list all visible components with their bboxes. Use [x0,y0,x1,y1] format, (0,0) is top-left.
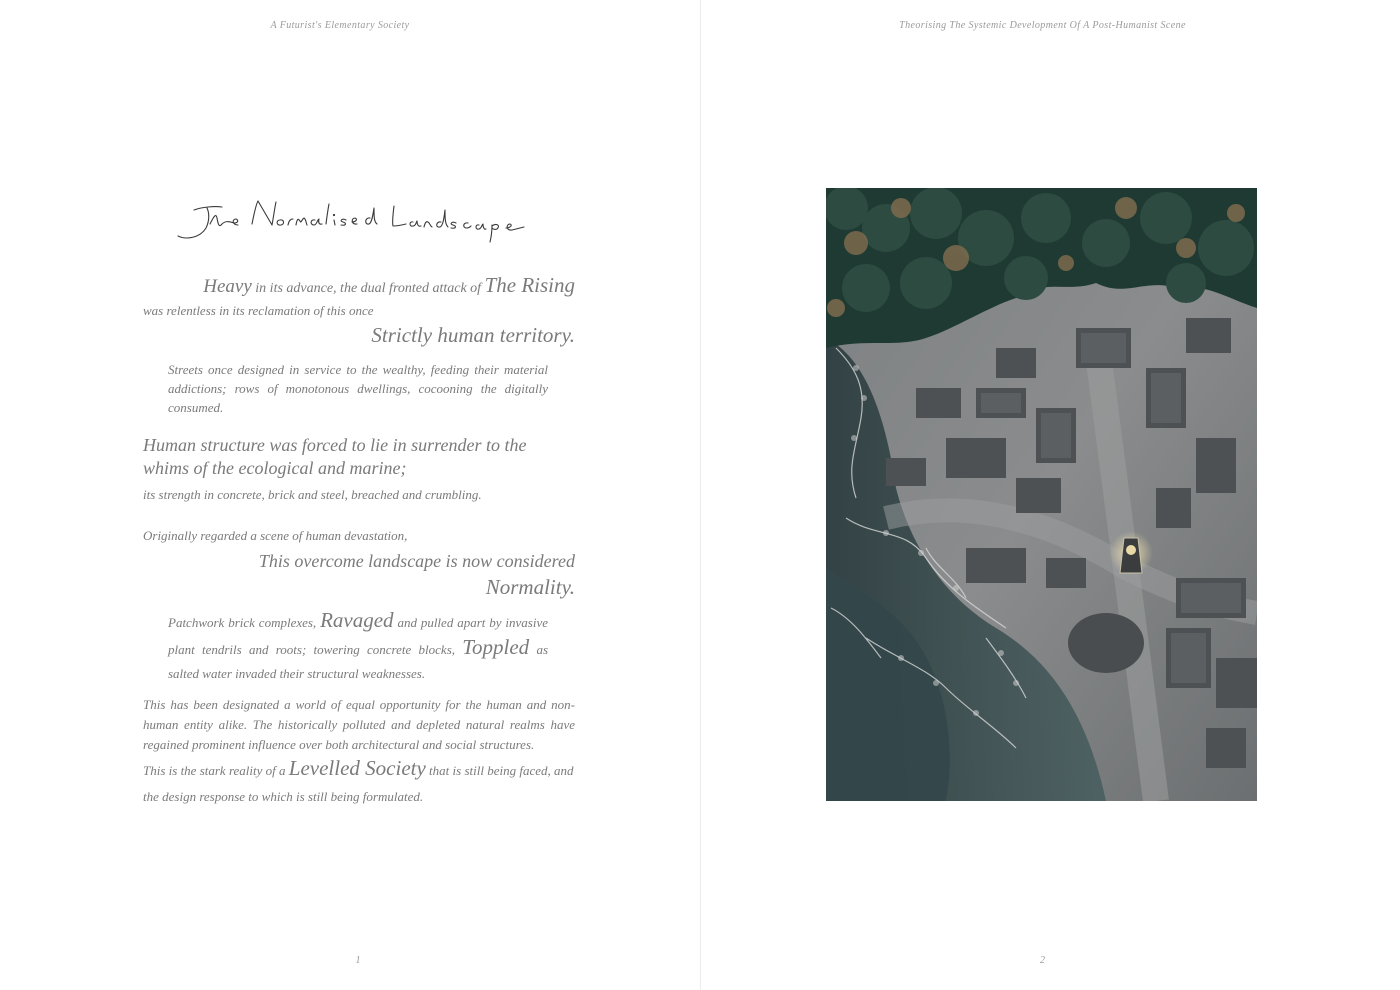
emphasis-normality: Normality. [485,575,575,599]
paragraph-4-emphasis [143,548,575,601]
paragraph-5-text-2: and pulled apart by invasive plant tendrils and roots; towering concrete blocks, [168,615,548,657]
paragraph-4-line-2: This overcome landscape is now considered [258,551,575,571]
emphasis-strictly-human-territory: Strictly human territory. [371,323,575,347]
paragraph-7 [143,755,575,810]
left-running-head: A Futurist's Elementary Society [270,20,410,31]
paragraph-7-text-1: This is the stark reality of a [143,763,289,778]
paragraph-6: This has been designated a world of equal opportunity for the human and non-human entity alike. The historically polluted and depleted natural realms have regained prominent influence over both architectural and social structures. [143,697,575,752]
paragraph-3-text: its strength in concrete, brick and steel, breached and crumbling. [143,487,482,502]
right-running-head: Theorising The Systemic Development Of A Post-Humanist Scene [899,20,1186,31]
paragraph-7-text-2: that is still being faced, and the design response to which is still being formulated. [143,763,574,804]
aerial-landscape-image [826,188,1257,801]
handwritten-title-signature [176,194,538,244]
paragraph-5-text-1: Patchwork brick complexes, [168,615,321,630]
paragraph-2: Streets once designed in service to the wealthy, feeding their material addictions; rows of monotonous dwellings, cocooning the digitally consumed. [168,362,548,415]
paragraph-5 [168,608,548,686]
emphasis-ravaged: Ravaged [320,608,394,632]
paragraph-1-text: in its advance, the dual fronted attack of [251,281,485,296]
emphasis-levelled-society: Levelled Society [288,756,426,780]
paragraph-5-text-3: as salted water invaded their structural weaknesses. [168,642,549,681]
emphasis-toppled: Toppled [462,635,530,659]
paragraph-1-line-1 [143,271,575,303]
left-page-number: 1 [355,955,361,966]
paragraph-3-emphasis: Human structure was forced to lie in surrender to the whims of the ecological and marine; [143,435,527,478]
emphasis-heavy: Heavy [203,276,252,297]
paragraph-1-line-2: was relentless in its reclamation of this once [143,303,374,318]
right-page-number: 2 [1040,955,1045,966]
emphasis-the-rising: The Rising [484,273,575,297]
paragraph-4-line-1: Originally regarded a scene of human devastation, [143,528,408,543]
